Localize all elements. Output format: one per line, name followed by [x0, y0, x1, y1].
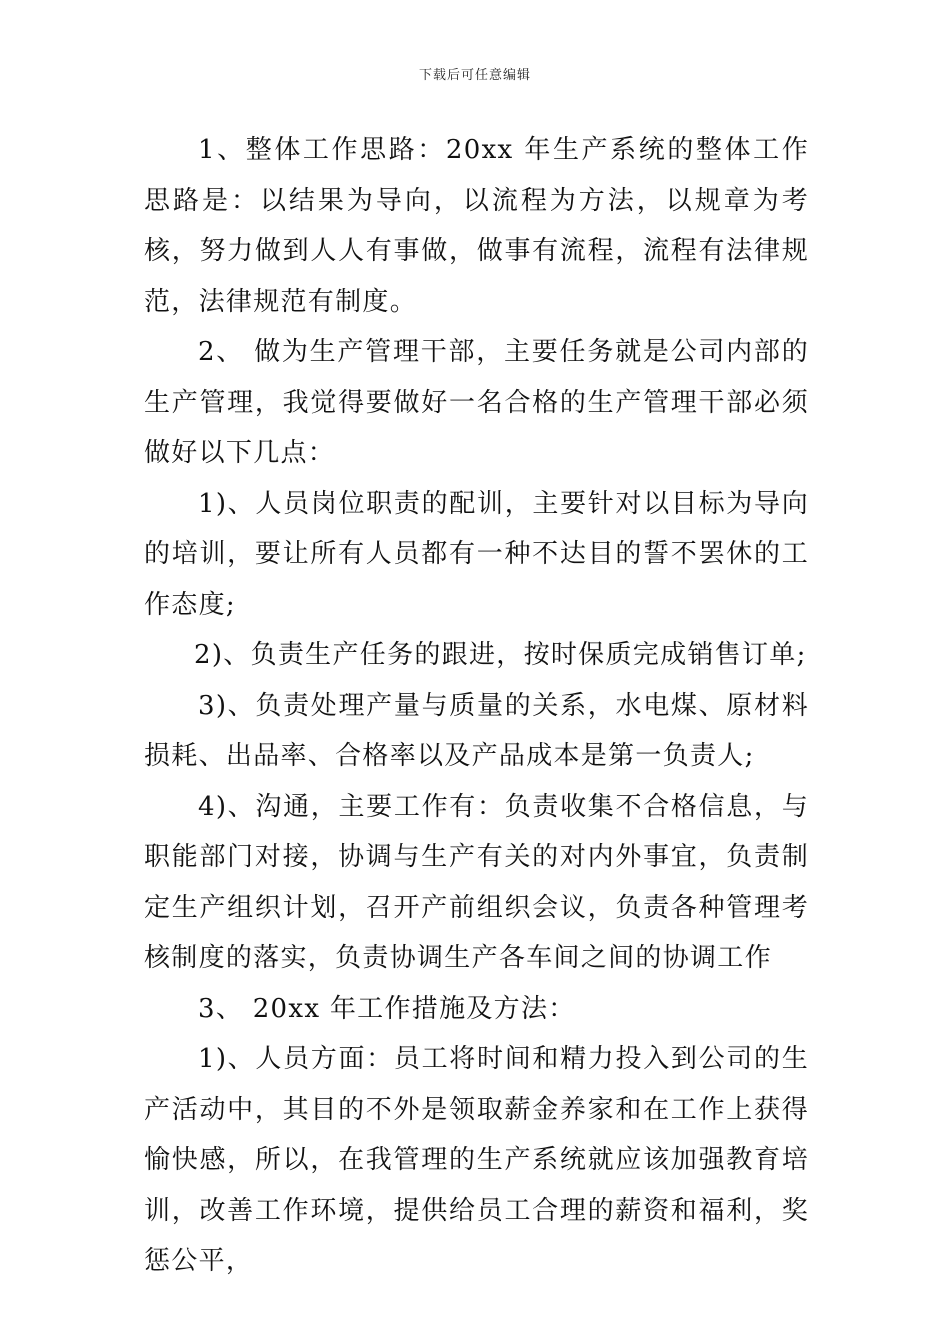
paragraph-work-approach: 1、整体工作思路：20xx 年生产系统的整体工作思路是：以结果为导向，以流程为方法，以规章为考核，努力做到人人有事做，做事有流程，流程有法律规范，法律规范有制度。 [144, 135, 809, 317]
paragraph-item-personnel: 1)、人员方面：员工将时间和精力投入到公司的生产活动中，其目的不外是领取薪金养家和在工作上获得愉快感，所以，在我管理的生产系统就应该加强教育培训，改善工作环境，提供给员工合理的薪资和福利，奖惩公平， [144, 1044, 809, 1276]
page-header: 下载后可任意编辑 [418, 68, 531, 83]
paragraph-item-quality: 3)、负责处理产量与质量的关系，水电煤、原材料损耗、出品率、合格率以及产品成本是第一负责人; [144, 690, 809, 771]
paragraph-management-role: 2、 做为生产管理干部，主要任务就是公司内部的生产管理，我觉得要做好一名合格的生产管理干部必须做好以下几点： [144, 337, 809, 468]
document-body [144, 125, 809, 1287]
paragraph-item-training: 1)、人员岗位职责的配训，主要针对以目标为导向的培训，要让所有人员都有一种不达目的誓不罢休的工作态度; [144, 488, 809, 620]
paragraph-item-follow-up: 2)、负责生产任务的跟进，按时保质完成销售订单; [194, 640, 807, 670]
paragraph-item-communication: 4)、沟通，主要工作有：负责收集不合格信息，与职能部门对接，协调与生产有关的对内外事宜，负责制定生产组织计划，召开产前组织会议，负责各种管理考核制度的落实，负责协调生产各车间之间的协调工作 [144, 791, 809, 973]
paragraph-measures-heading: 3、 20xx 年工作措施及方法： [198, 993, 576, 1024]
